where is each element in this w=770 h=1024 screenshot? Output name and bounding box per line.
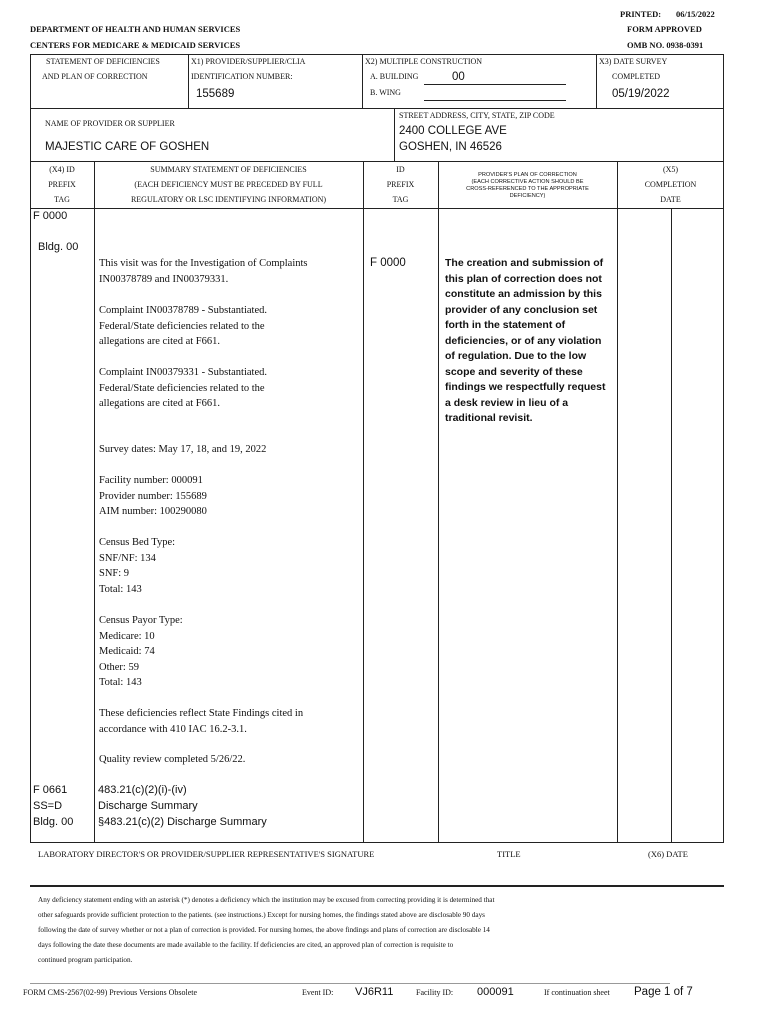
footnote: Any deficiency statement ending with an asterisk (*) denotes a deficiency which the institution may be excused from correcting providing it is determined that other safeguards provide sufficient protection to the patients. (see instructions.) Except for nursing homes, the findings stated above are disclosable 90 days following the date of survey whether or not a plan of correction is provided. For nursing homes, the above findings and plans of correction are disclosable 14 days following the date these documents are made available to the facility. If deficiencies are cited, an approved plan of correction is requisite to continued program participation. — [38, 896, 495, 964]
x4-header-1: (X4) ID — [49, 165, 75, 174]
id-header-2: PREFIX — [386, 180, 415, 189]
centers-heading: CENTERS FOR MEDICARE & MEDICAID SERVICES — [30, 40, 241, 50]
x5-header-3: DATE — [660, 195, 681, 204]
x3-label: X3) DATE SURVEY — [599, 57, 668, 66]
plan-label: AND PLAN OF CORRECTION — [42, 72, 148, 81]
event-id-label: Event ID: — [302, 988, 334, 997]
form-approved: FORM APPROVED — [627, 24, 702, 34]
signature-label: LABORATORY DIRECTOR'S OR PROVIDER/SUPPLIER REPRESENTATIVE'S SIGNATURE — [38, 849, 375, 859]
summary-header-1: SUMMARY STATEMENT OF DEFICIENCIES — [150, 165, 307, 174]
address-label: STREET ADDRESS, CITY, STATE, ZIP CODE — [399, 111, 555, 120]
date-label: (X6) DATE — [648, 849, 688, 859]
facility-id-value: 000091 — [477, 986, 514, 998]
x5-header-1: (X5) — [662, 165, 679, 174]
tag2-regulation: 483.21(c)(2)(i)-(iv) Discharge Summary §483.21(c)(2) Discharge Summary — [98, 784, 267, 828]
x1-label: X1) PROVIDER/SUPPLIER/CLIA — [191, 57, 306, 66]
omb-number: OMB NO. 0938-0391 — [627, 40, 704, 50]
summary-paragraph: Facility number: 000091 Provider number: 155689 AIM number: 100290080 — [99, 475, 207, 517]
provider-id-value: 155689 — [196, 88, 235, 100]
address-line-2: GOSHEN, IN 46526 — [399, 141, 502, 153]
form-number: FORM CMS-2567(02-99) Previous Versions Obsolete — [23, 988, 198, 997]
event-id-value: VJ6R11 — [355, 986, 394, 998]
continuation-label: If continuation sheet — [544, 988, 610, 997]
summary-paragraph: Census Bed Type: SNF/NF: 134 SNF: 9 Total: 143 — [99, 537, 176, 595]
title-label: TITLE — [497, 849, 521, 859]
prefix-tag-1: F 0000 — [33, 210, 68, 222]
summary-paragraph: Quality review completed 5/26/22. — [99, 754, 246, 765]
id-header-1: ID — [396, 165, 405, 174]
department-heading: DEPARTMENT OF HEALTH AND HUMAN SERVICES — [30, 24, 241, 34]
prefix-tag-2: F 0661 SS=D Bldg. 00 — [33, 784, 74, 828]
summary-paragraph: Survey dates: May 17, 18, and 19, 2022 — [99, 444, 267, 455]
summary-header-2: (EACH DEFICIENCY MUST BE PRECEDED BY FULL — [134, 180, 323, 189]
x2-label: X2) MULTIPLE CONSTRUCTION — [365, 57, 483, 66]
summary-paragraph: Complaint IN00379331 - Substantiated. Federal/State deficiencies related to the allegations are cited at F661. — [99, 367, 267, 409]
page-number: Page 1 of 7 — [634, 986, 693, 998]
survey-completed-date: 05/19/2022 — [612, 88, 670, 100]
x1-label-2: IDENTIFICATION NUMBER: — [191, 72, 293, 81]
facility-id-label: Facility ID: — [416, 988, 454, 997]
wing-label: B. WING — [370, 88, 401, 97]
summary-paragraph: Complaint IN00378789 - Substantiated. Federal/State deficiencies related to the allegations are cited at F661. — [99, 305, 267, 347]
plan-of-correction-text: The creation and submission of this plan of correction does not constitute an admission by this provider of any conclusion set forth in the statement of deficiencies, or of any violation of regulation. Due to the low scope and severity of these findings we respectfully request a desk review in lieu of a traditional revisit. — [445, 257, 606, 424]
building-label: A. BUILDING — [370, 72, 419, 81]
printed-date: 06/15/2022 — [676, 9, 715, 19]
summary-paragraph: This visit was for the Investigation of Complaints IN00378789 and IN00379331. — [99, 258, 308, 285]
x3-label-2: COMPLETED — [612, 72, 660, 81]
statement-label: STATEMENT OF DEFICIENCIES — [46, 57, 160, 66]
x5-header-2: COMPLETION — [644, 180, 697, 189]
bldg-1: Bldg. 00 — [38, 241, 79, 253]
provider-name-label: NAME OF PROVIDER OR SUPPLIER — [45, 119, 175, 128]
building-value: 00 — [452, 71, 465, 83]
printed-label: PRINTED: — [620, 9, 662, 19]
address-line-1: 2400 COLLEGE AVE — [399, 125, 507, 137]
id-prefix-tag-1: F 0000 — [370, 257, 406, 269]
summary-paragraph: These deficiencies reflect State Findings cited in accordance with 410 IAC 16.2-3.1. — [99, 708, 304, 735]
id-header-3: TAG — [392, 195, 409, 204]
x4-header-3: TAG — [54, 195, 70, 204]
plan-header: PROVIDER'S PLAN OF CORRECTION (EACH CORRECTIVE ACTION SHOULD BE CROSS-REFERENCED TO THE APPROPRIATE DEFICIENCY) — [466, 172, 589, 199]
provider-name-value: MAJESTIC CARE OF GOSHEN — [45, 141, 210, 153]
summary-header-3: REGULATORY OR LSC IDENTIFYING INFORMATION) — [130, 195, 327, 204]
summary-paragraph: Census Payor Type: Medicare: 10 Medicaid: 74 Other: 59 Total: 143 — [99, 615, 183, 688]
x4-header-2: PREFIX — [48, 180, 76, 189]
